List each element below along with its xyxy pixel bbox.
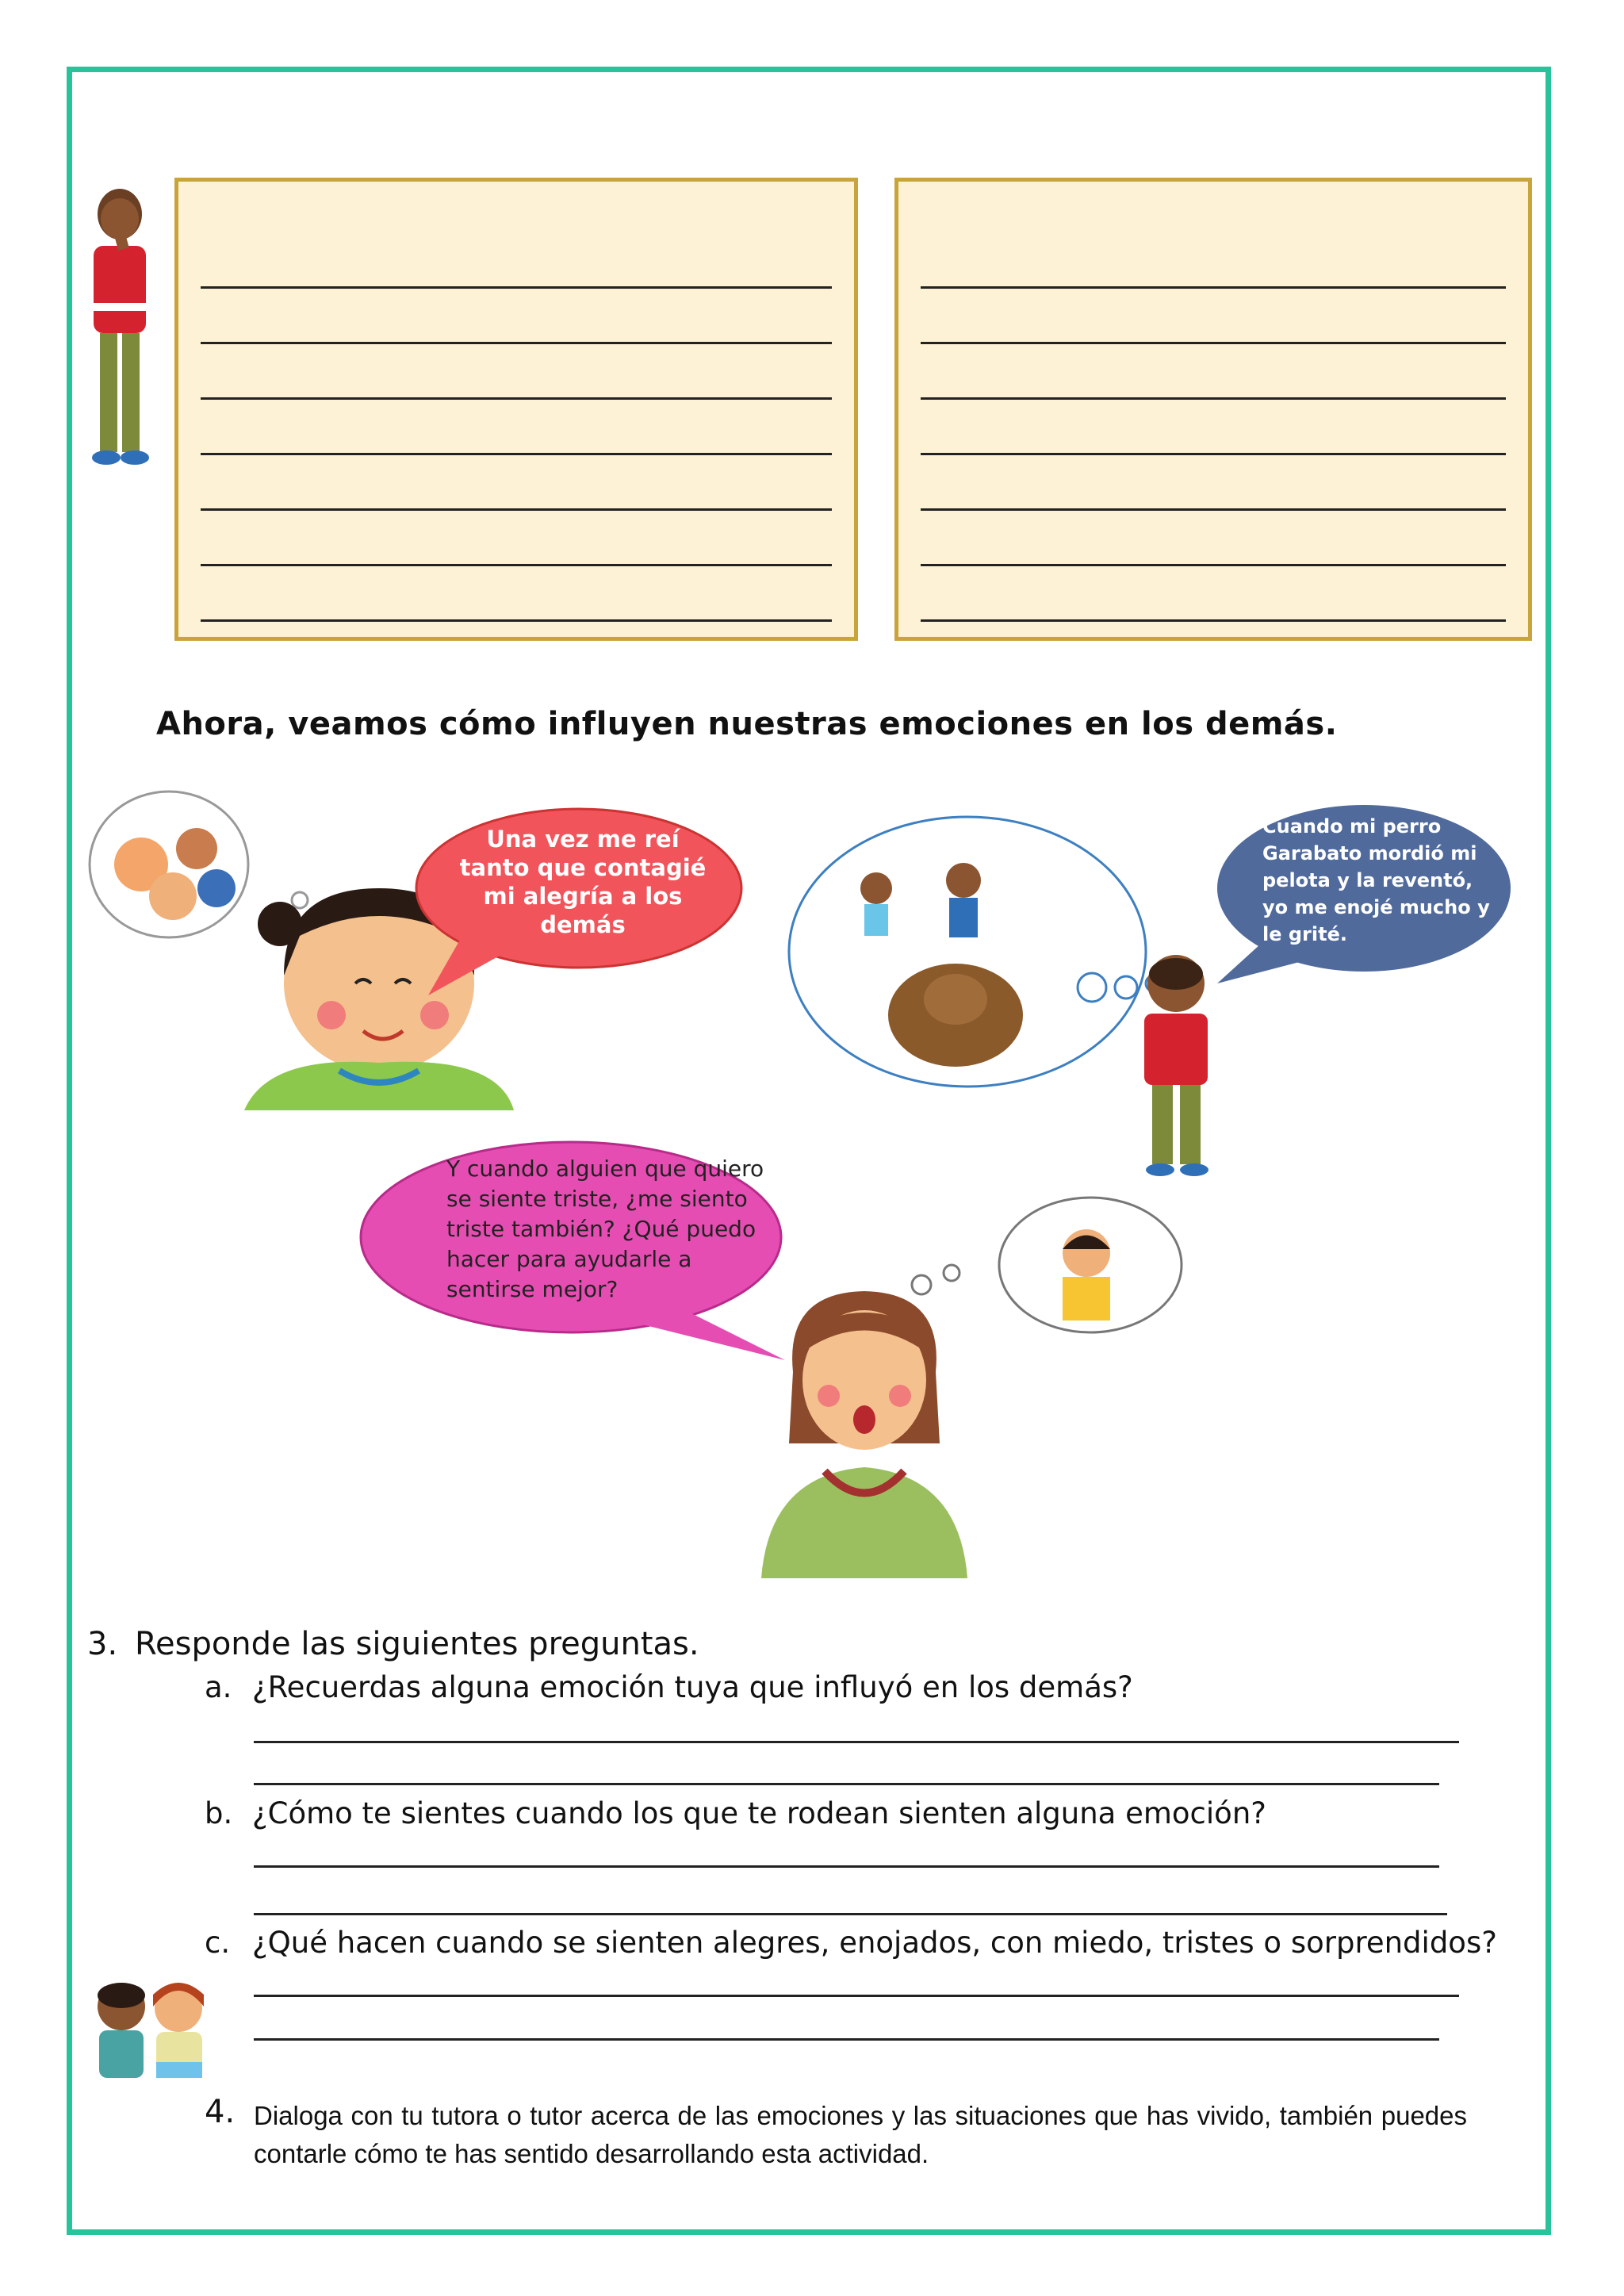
- answer-line: [201, 619, 832, 622]
- writing-box-right[interactable]: [894, 178, 1532, 641]
- question-a-letter: a.: [205, 1670, 232, 1704]
- question-b-text: ¿Cómo te sientes cuando los que te rodean sienten alguna emoción?: [252, 1796, 1266, 1830]
- question-c-letter: c.: [205, 1926, 231, 1960]
- question-a-text: ¿Recuerdas alguna emoción tuya que influyó en los demás?: [252, 1670, 1133, 1704]
- answer-line-b2[interactable]: [254, 1913, 1447, 1915]
- answer-line-c2[interactable]: [254, 2038, 1439, 2041]
- answer-line: [201, 564, 832, 566]
- answer-line: [921, 397, 1506, 400]
- answer-line: [201, 453, 832, 455]
- answer-line: [921, 342, 1506, 344]
- answer-line-a1[interactable]: [254, 1741, 1459, 1743]
- question-b-letter: b.: [205, 1796, 233, 1830]
- answer-line: [921, 508, 1506, 511]
- question-c-text: ¿Qué hacen cuando se sienten alegres, enojados, con miedo, tristes o sorprendidos?: [252, 1926, 1497, 1960]
- answer-line-b1[interactable]: [254, 1865, 1439, 1868]
- section4-text: Dialoga con tu tutora o tutor acerca de las emociones y las situaciones que has vivido, también puedes contarle cómo te has sentido desarrollando esta actividad.: [254, 2101, 1467, 2168]
- answer-line: [921, 564, 1506, 566]
- answer-line: [201, 508, 832, 511]
- writing-box-left[interactable]: [174, 178, 858, 641]
- section3-title: Responde las siguientes preguntas.: [135, 1626, 699, 1662]
- bubble-text-happy: Una vez me reí tanto que contagié mi alegría a los demás: [459, 826, 707, 938]
- two-children-illustration: [83, 1975, 226, 2086]
- answer-line-a2[interactable]: [254, 1783, 1439, 1785]
- answer-line: [201, 342, 832, 344]
- answer-line: [921, 286, 1506, 289]
- answer-line: [921, 619, 1506, 622]
- section-heading: Ahora, veamos cómo influyen nuestras emociones en los demás.: [156, 706, 1338, 742]
- bubble-text-sad: Y cuando alguien que quiero se siente triste, ¿me siento triste también? ¿Qué puedo hacer para ayudarle a sentirse mejor?: [446, 1156, 764, 1302]
- answer-line: [201, 397, 832, 400]
- answer-line: [201, 286, 832, 289]
- section4-number: 4.: [205, 2094, 236, 2130]
- sad-girl-illustration: [737, 1277, 991, 1578]
- boy-thinking-illustration: [76, 184, 163, 493]
- boy-angry-illustration: [1116, 952, 1235, 1182]
- bubble-text-angry: Cuando mi perro Garabato mordió mi pelota y la reventó, yo me enojé mucho y le grité.: [1262, 815, 1490, 945]
- answer-line-c1[interactable]: [254, 1995, 1459, 1997]
- answer-line: [921, 453, 1506, 455]
- section3-number: 3.: [87, 1626, 118, 1662]
